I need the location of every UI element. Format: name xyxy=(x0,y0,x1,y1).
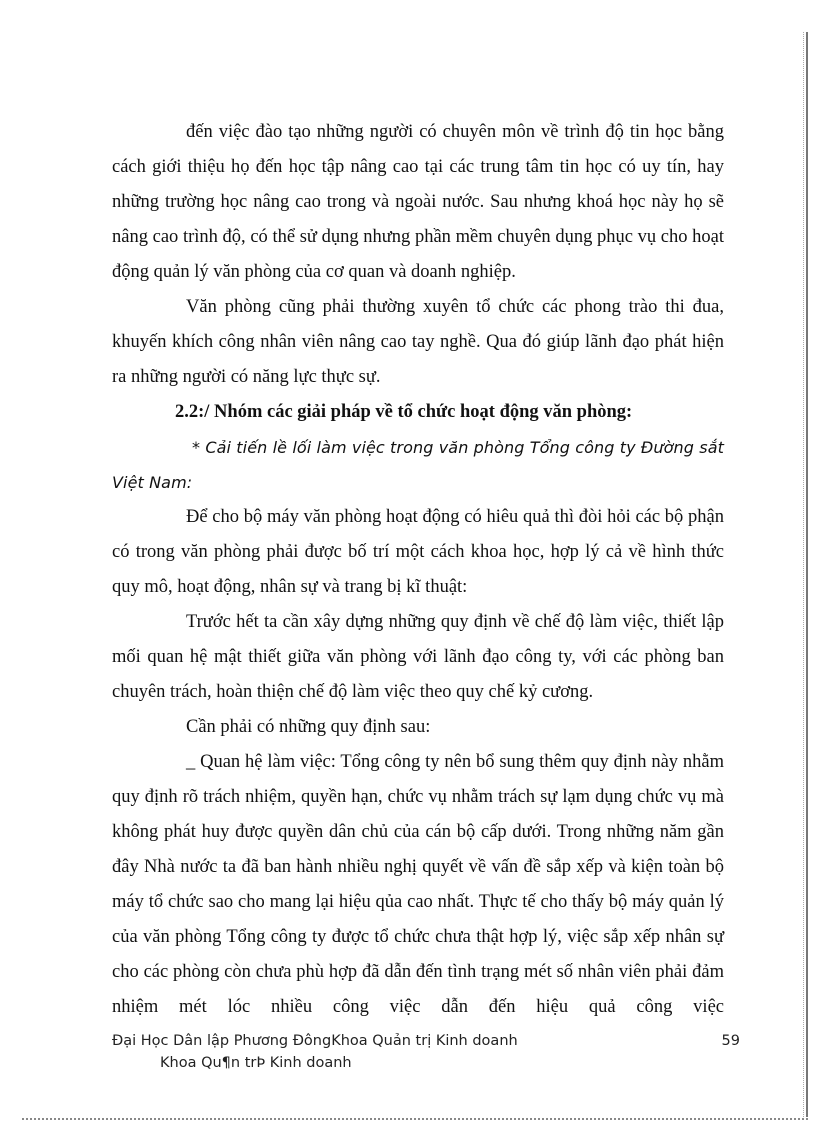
page-number: 59 xyxy=(721,1033,740,1049)
body-text xyxy=(112,115,724,1025)
page-border-bottom xyxy=(22,1118,808,1120)
paragraph-intro-continuation: đến việc đào tạo những người có chuyên môn về trình độ tin học bằng cách giới thiệu họ đến học tập nâng cao tại các trung tâm tin học có uy tín, hay những trường học nâng cao trong và ngoài nước. Sau nhưng khoá học này họ sẽ nâng cao trình độ, có thể sử dụng nhưng phần mềm chuyên dụng phục vụ cho hoạt động quản lý văn phòng của cơ quan và doanh nghiệp. xyxy=(112,122,724,282)
page-border-right xyxy=(806,32,808,1117)
paragraph-regulations-intro: Cần phải có những quy định sau: xyxy=(186,717,431,737)
footer-institution: Đại Học Dân lập Phương ĐôngKhoa Quản trị Kinh doanh xyxy=(112,1033,518,1049)
subheading-italic: * Cải tiến lề lối làm việc trong văn phòng Tổng công ty Đường sắt Việt Nam: xyxy=(112,438,724,492)
paragraph-competition: Văn phòng cũng phải thường xuyên tổ chức các phong trào thi đua, khuyến khích công nhân viên nâng cao tay nghề. Qua đó giúp lãnh đạo phát hiện ra những người có năng lực thực sự. xyxy=(112,297,724,387)
page-border-right-dotted xyxy=(803,32,805,1117)
paragraph-work-regime: Trước hết ta cần xây dựng những quy định về chế độ làm việc, thiết lập mối quan hệ mật thiết giữa văn phòng với lãnh đạo công ty, với các phòng ban chuyên trách, hoàn thiện chế độ làm việc theo quy chế kỷ cương. xyxy=(112,612,724,702)
paragraph-office-structure: Để cho bộ máy văn phòng hoạt động có hiêu quả thì đòi hỏi các bộ phận có trong văn phòng phải được bố trí một cách khoa học, hợp lý cả về hình thức quy mô, hoạt động, nhân sự và trang bị kĩ thuật: xyxy=(112,507,724,597)
page-footer xyxy=(112,1030,740,1074)
footer-faculty: Khoa Qu¶n trÞ Kinh doanh xyxy=(160,1055,352,1071)
section-heading: 2.2:/ Nhóm các giải pháp về tổ chức hoạt động văn phòng: xyxy=(175,402,633,422)
paragraph-work-relations: _ Quan hệ làm việc: Tổng công ty nên bổ sung thêm quy định này nhằm quy định rõ trách nhiệm, quyền hạn, chức vụ nhằm trách sự lạm dụng chức vụ mà không phát huy được quyền dân chủ của cán bộ cấp dưới. Trong những năm gần đây Nhà nước ta đã ban hành nhiều nghị quyết về vấn đề sắp xếp và kiện toàn bộ máy tổ chức sao cho mang lại hiệu qủa cao nhất. Thực tế cho thấy bộ máy quản lý của văn phòng Tổng công ty được tổ chức chưa thật hợp lý, việc sắp xếp nhân sự cho các phòng còn chưa phù hợp đã dẫn đến tình trạng mét số nhân viên phải đảm nhiệm mét lóc nhiều công việc dẫn đến hiệu quả công việc xyxy=(112,752,724,1017)
